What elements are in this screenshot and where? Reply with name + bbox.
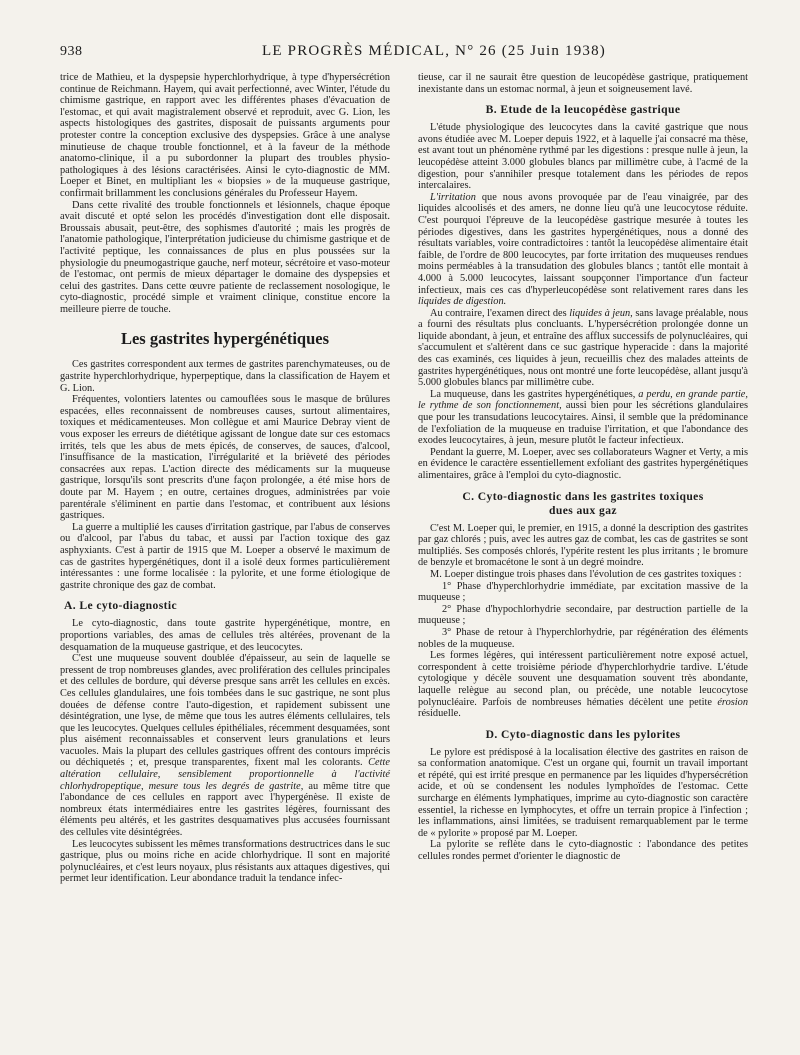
paragraph: M. Loeper distingue trois phases dans l'évolution de ces gastrites toxiques :	[430, 568, 742, 580]
list-item: 3° Phase de retour à l'hyperchlorhydrie, par régénération des éléments nobles de la muqueuse.	[418, 626, 748, 650]
left-column	[60, 72, 390, 885]
paragraph: Dans cette rivalité des trouble fonctionnels et lésionnels, chaque époque avait discuté et opté selon les procédés d'investigation dont elle disposait. Broussais abusait, peut-être, des sophismes d'autorité ; mais les progrès de l'anatomie pathologique, l'interprétation judicieuse du chimisme gastrique et de l'activité peptique, les connaissances de plus en plus poussées sur la physiologie du pneumogastrique gauche, nerf moteur, sécrétoire et vaso-moteur de l'estomac, ont permis de mieux départager le domaine des dyspepsies et celui des gastrites. Dans cette œuvre patiente de reclassement nosologique, le cyto-diagnostic, procédé simple et vraiment clinique, constitue encore la meilleure pierre de touche.	[60, 199, 390, 315]
text-run: La muqueuse, dans les gastrites hypergénétiques,	[430, 388, 636, 400]
paragraph: tieuse, car il ne saurait être question de leucopédèse gastrique, pratiquement inexistante dans un estomac normal, à jeun et soigneusement lavé.	[418, 72, 748, 95]
paragraph: Fréquentes, volontiers latentes ou camouflées sous le masque de brûlures espacées, elles reconnaissent de nombreuses causes, surtout alimentaires, toxiques et médicamenteuses. Mon collègue et ami Maurice Debray vient de vous exposer les erreurs de diététique agissant de longue date sur ces estomacs irrités, tels que les abus de mets épicés, de conserves, de sauces, d'alcool, l'insuffisance de la mastication, l'irrégularité et la brièveté des périodes consacrées aux repas. L'action directe des médicaments sur la muqueuse gastrique, lorsqu'ils sont prescrits d'une façon prolongée, a été mise hors de doute par M. Hayem ; en outre, certaines drogues, administrées par voie parentérale s'éliminent en partie dans l'estomac, et contribuent aux lésions gastriques.	[60, 394, 390, 522]
subsection-heading: A. Le cyto-diagnostic	[64, 599, 178, 613]
paragraph: Pendant la guerre, M. Loeper, avec ses collaborateurs Wagner et Verty, a mis en évidence le caractère essentiellement exfoliant des gastrites hypergénétiques alimentaires, grâce à l'emploi du cyto-diagnostic.	[418, 446, 748, 481]
text-run: résiduelle.	[418, 708, 461, 720]
paragraph: La pylorite se reflète dans le cyto-diagnostic : l'abondance des petites cellules rondes permet d'orienter le diagnostic de	[418, 839, 748, 863]
paragraph	[418, 308, 748, 389]
paragraph	[60, 653, 390, 839]
italic-text: liquides à jeun,	[569, 307, 633, 319]
paragraph: Ces gastrites correspondent aux termes de gastrites parenchymateuses, ou de gastrite hyperchlorhydrique, hyperpeptique, dans la classification de Hayem et G. Lion.	[60, 359, 390, 394]
text-run: au même titre que l'abondance de ces cellules en rapport avec l'hypergénèse. Il existe de nombreux états intermédiaires entre les gastrites légères, fournissant des éléments peu altérés, et les gastrites desquamatives plus accusées fournissant des cellules vite désintégrées.	[60, 780, 390, 839]
paragraph	[418, 389, 748, 447]
section-heading: Les gastrites hypergénétiques	[120, 329, 330, 349]
italic-text: L'irritation	[430, 191, 476, 203]
paragraph: L'étude physiologique des leucocytes dans la cavité gastrique que nous avons étudiée avec M. Loeper depuis 1922, et à laquelle j'ai consacré ma thèse, est avant tout un phénomène rythmé par les digestions : presque nulle à jeun, la leucopédèse atteint 3.000 globules blancs par millimètre cube, à l'acmé de la digestion, pour s'annihiler presque totalement dans les périodes de repos intercalaires.	[418, 122, 748, 192]
paragraph: La guerre a multiplié les causes d'irritation gastrique, par l'abus de conserves ou d'alcool, par l'abus du tabac, et aussi par l'action toxique des gaz asphyxiants. C'est à partir de 1915 que M. Loeper a observé le maximum de cas de gastrites hypergénétiques, dont il a isolé deux formes particulièrement intéressantes : une forme localisée : la pylorite, et une forme étiologique de gastrite chronique des gaz de combat.	[60, 521, 390, 591]
paragraph: Les leucocytes subissent les mêmes transformations destructrices dans le suc gastrique, plus ou moins riche en acide chlorhydrique. Il sont en majorité polynucléaires, et c'est leurs noyaux, plus résistants aux attaques digestives, qui permet leur identification. Leur abondance traduit la tendance infec-	[60, 838, 390, 885]
list-item: 2° Phase d'hypochlorhydrie secondaire, par destruction partielle de la muqueuse ;	[418, 603, 748, 627]
paragraph: Le cyto-diagnostic, dans toute gastrite hypergénétique, montre, en proportions variables, des amas de cellules très altérées, provenant de la desquamation de la muqueuse gastrique, et des leucocytes.	[60, 618, 390, 653]
journal-title: LE PROGRÈS MÉDICAL, N° 26 (25 Juin 1938)	[262, 43, 607, 59]
subsection-heading: C. Cyto-diagnostic dans les gastrites toxiques	[462, 489, 704, 503]
text-run: C'est une muqueuse souvent doublée d'épaisseur, au sein de laquelle se pressent de trop nombreuses glandes, avec prolifération des cellules principales et des cellules de bordure, qui déverse presque sans arrêt les cellules en excès. Ces cellules glandulaires, une fois tombées dans le suc gastrique, ne sont plus douées de défense contre l'auto-digestion, et rapidement subissent une désintégration, une lyse, de même que tous les autres éléments cellulaires, tels que les leucocytes. Quelques cellules épithéliales, récemment desquamées, sont plus aisément reconnaissables et conservent leurs granulations et leurs vacuoles. Mais la plupart des cellules gastriques offrent des contours imprécis ou déchiquetés ; et, presque transparentes, fixent mal les colorants.	[60, 653, 390, 769]
text-run: Au contraire, l'examen direct des	[430, 307, 567, 319]
text-run: Les formes légères, qui intéressent particulièrement notre exposé actuel, correspondent à cette troisième période d'hyperchlorhydrie tardive. L'étude cytologique y décèle souvent une desquamation souvent très abondante, laquelle relègue au second plan, ou précède, une notable leucocytose polynucléaire. Parfois de nombreuses hématies décèlent une petite	[418, 650, 748, 708]
paragraph: trice de Mathieu, et la dyspepsie hyperchlorhydrique, à type d'hypersécrétion continue de Reichmann. Hayem, qui avait perfectionné, avec Winter, l'étude du chimisme gastrique, en rapport avec les différentes phases d'évacuation de l'estomac, et qui avait magistralement observé et reproduit, avec G. Lion, les aspects histologiques des gastrites, disposait de puissants arguments pour protester contre la conception exclusive des dyspepsies. Grâce à une analyse minutieuse de chaque trouble fonctionnel, et à la faveur de la méthode anatomo-clinique, il a pu subordonner la plupart des troubles physio-pathologiques à des lésions caractérisées. Ainsi le cyto-diagnostic de MM. Loeper et Binet, en multipliant les « biopsies » de la muqueuse gastrique, confirmait brillamment les conclusions générales du Professeur Hayem.	[60, 72, 390, 199]
right-column	[418, 72, 748, 863]
list-item: 1° Phase d'hyperchlorhydrie immédiate, par excitation massive de la muqueuse ;	[418, 580, 748, 604]
text-run: que nous avons provoquée par de l'eau vinaigrée, par des liquides alcoolisés et des amers, ne donne lieu qu'à une leucocytose réduite. C'est pourquoi l'épreuve de la leucopédèse gastrique mesurée à toutes les périodes digestives, dans les gastrites hypergénétiques, nous a donné des résultats variables, voire contradictoires : tantôt la leucopédèse alimentaire était faible, de l'ordre de 800 leucocytes, par forte irritation des muqueuses rendues moins perméables à la transudation des globules blancs ; tantôt elle montait à 4.000 à 5.000 leucocytes, laissant soupçonner l'importance d'un facteur infectieux, mais ces cas d'hyperleucopédèse sont relativement rares dans les	[418, 191, 748, 296]
subsection-heading: D. Cyto-diagnostic dans les pylorites	[485, 727, 681, 741]
paragraph: C'est M. Loeper qui, le premier, en 1915, a donné la description des gastrites par gaz chlorés ; puis, avec les autres gaz de combat, les cas de gastrites se sont multipliés. Ses composés chlorés, l'ypérite restent les plus irritants ; le bromure de benzyle et bromacétone le sont à un degré moindre.	[418, 522, 748, 569]
text-run: sans lavage préalable, nous a fourni des résultats plus concluants. L'hypersécrétion prolongée donne un liquide abondant, à jeun, et entraîne des afflux successifs de polynucléaires, qui s'accumulent et s'altèrent dans ce suc gastrique hyperacide : dans la majorité des cas examinés, ces liquides à jeun, recueillis chez des malades atteints de gastrites hypergénétiques, nous ont montré une forte leucopédèse, allant jusqu'à 5.000 globules blancs par millimètre cube.	[418, 307, 749, 389]
text-run: aussi bien pour les sécrétions glandulaires que pour les transudations leucocytaires. Ainsi, il semble que la prédominance de l'exfoliation de la muqueuse en traduise l'irritation, et que l'abondance des exodes leucocytaires, à jeun, mesure plutôt le facteur infectieux.	[418, 400, 748, 447]
italic-text: érosion	[717, 696, 748, 708]
italic-text: Cette altération cellulaire, sensiblement proportionnelle à l'activité chlorhydropeptique, mesure tous les degrés de gastrite,	[60, 757, 390, 792]
italic-text: liquides de digestion.	[418, 296, 507, 308]
italic-text: a perdu, en grande partie, le rythme de son fonctionnement,	[418, 388, 748, 412]
paragraph	[418, 192, 748, 308]
page-header	[0, 34, 800, 58]
subsection-heading-continued: dues aux gaz	[549, 503, 617, 517]
paragraph	[418, 650, 748, 720]
paragraph: Le pylore est prédisposé à la localisation élective des gastrites en raison de sa conformation anatomique. C'est un organe qui, fournit un travail important et répété, qui est irrité presque en permanence par les liquides d'hypersécrétion acide, et où se condensent les nodules lymphoïdes de l'estomac. Cette surcharge en éléments lymphatiques, imprime au cyto-diagnostic son caractère essentiel, la richesse en lymphocytes, et offre un terrain propice à l'infection ; les inflammations, ainsi limitées, se traduisent remarquablement par le terme de « pylorite » proposé par M. Loeper.	[418, 746, 748, 839]
page-number: 938	[60, 44, 83, 59]
subsection-heading: B. Etude de la leucopédèse gastrique	[485, 103, 681, 117]
